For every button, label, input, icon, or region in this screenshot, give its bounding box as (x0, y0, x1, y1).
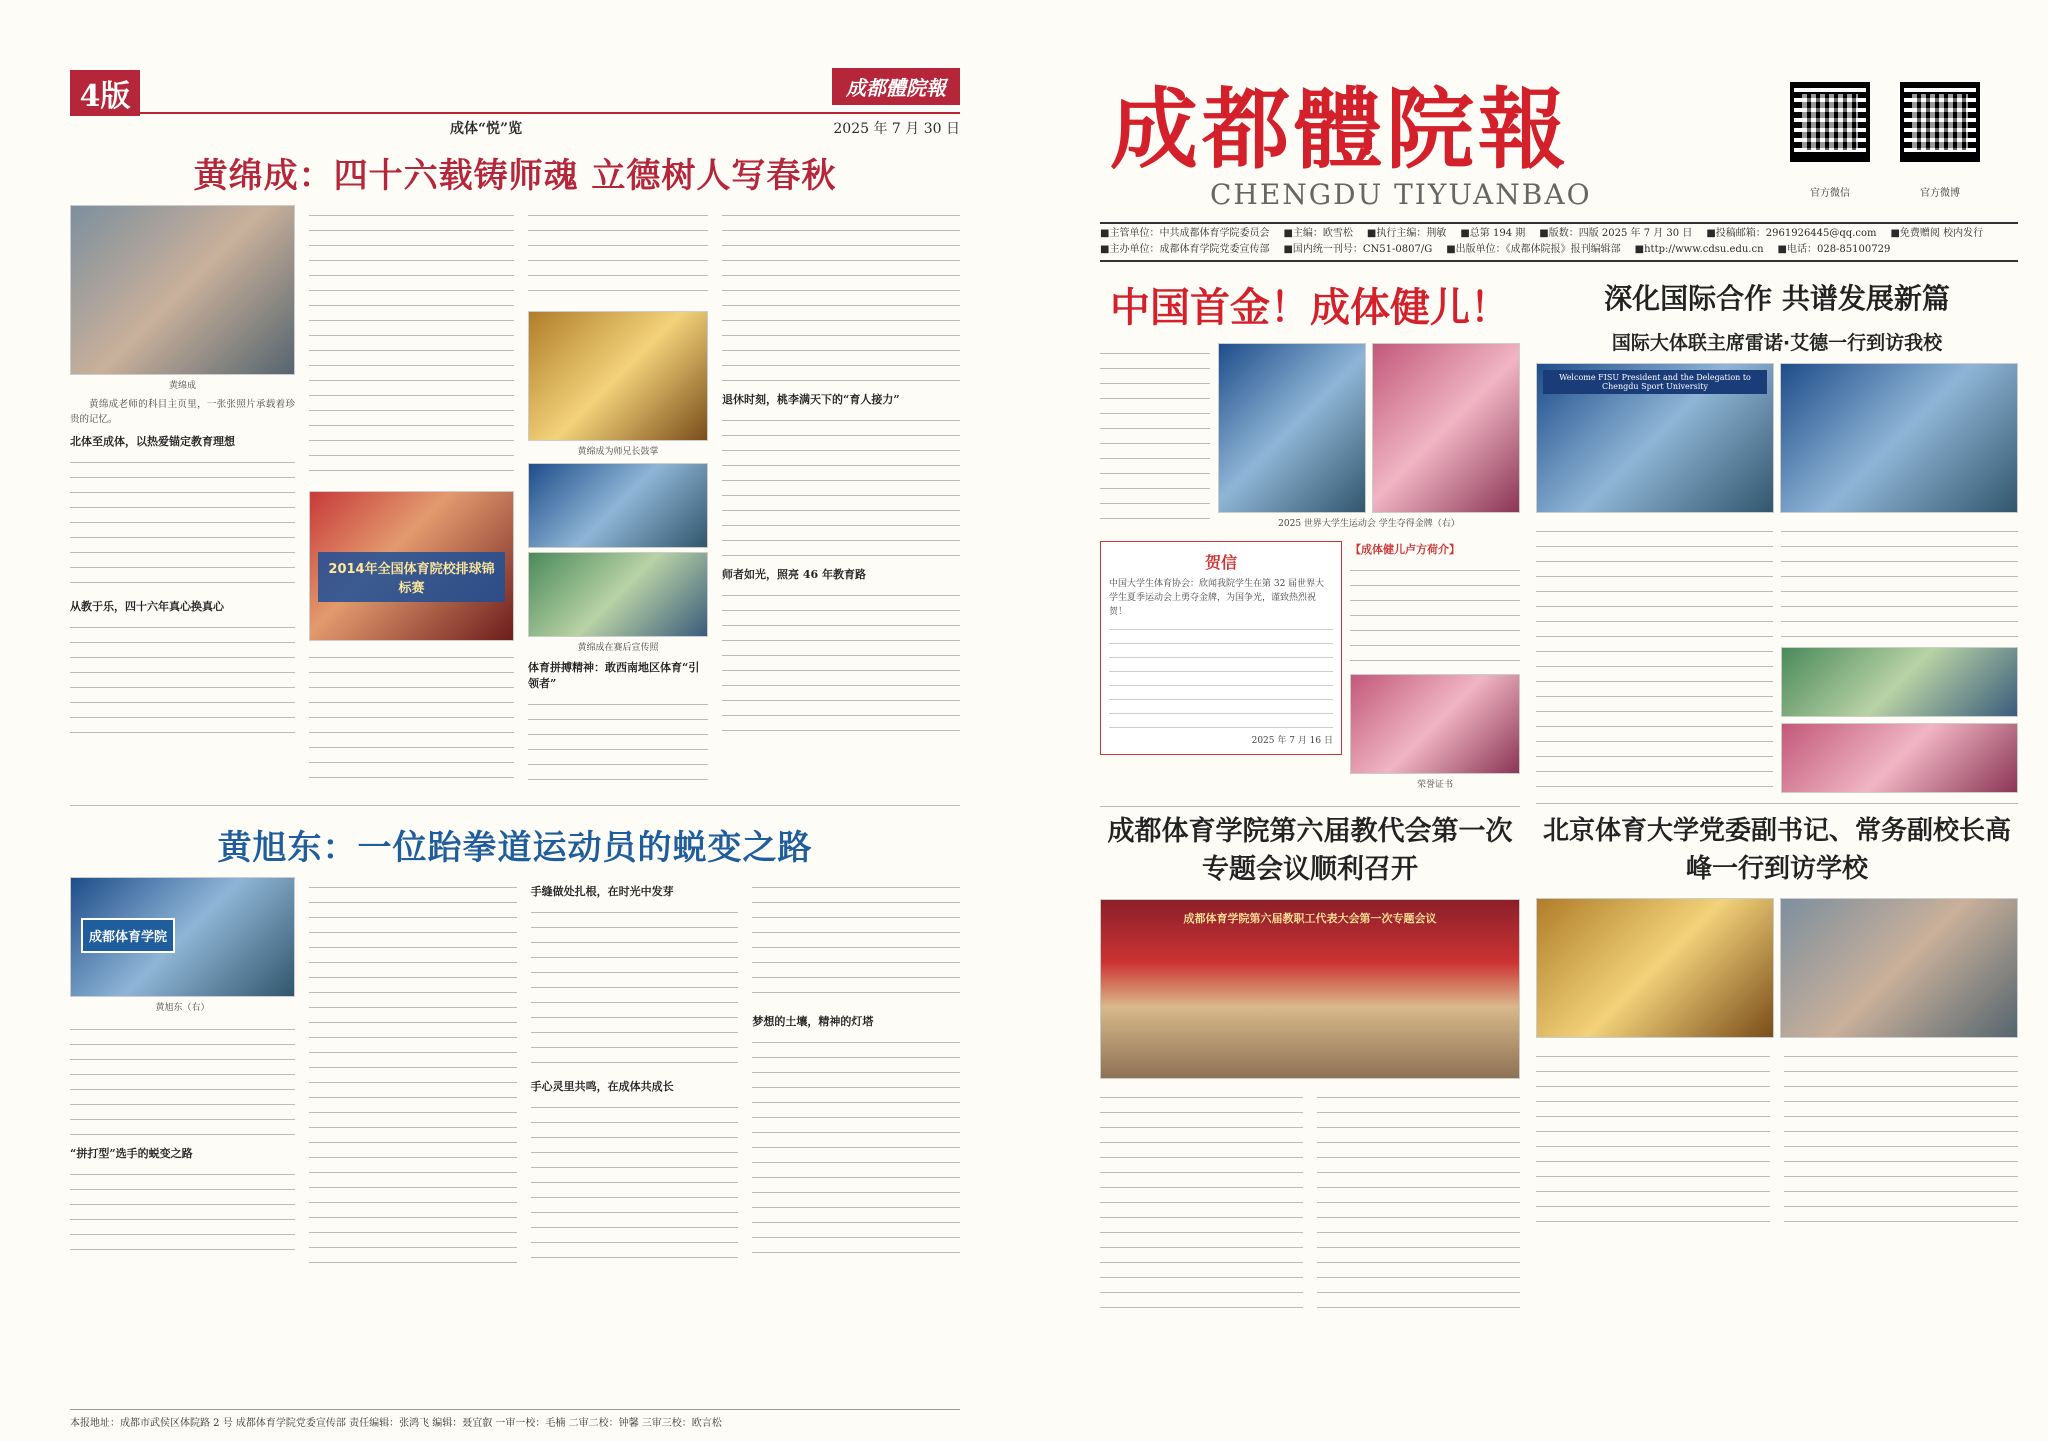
page-number-badge: 4版 (70, 70, 140, 116)
congratulation-letter (1100, 541, 1342, 755)
article-text: 黄绵成老师的科目主页里，一张张照片承载着珍贵的记忆。 (70, 399, 295, 425)
text-block (1784, 1046, 2018, 1226)
portrait-photo (70, 205, 295, 375)
subhead: 师者如光，照亮 46 年教育路 (722, 568, 866, 581)
article-2 (70, 877, 960, 1287)
front-content (1100, 270, 2018, 1317)
welcome-photo (1536, 363, 1774, 513)
masthead-pinyin: CHENGDU TIYUANBAO (1210, 178, 1592, 211)
info-item: ■版数：四版 2025 年 7 月 30 日 (1539, 228, 1693, 239)
volleyball-team-photo (309, 491, 514, 641)
info-item: ■主编：欧雪松 (1283, 228, 1353, 239)
qr-label: 官方微信 (1810, 188, 1850, 199)
certificate-photo (1350, 674, 1520, 774)
article-1 (70, 205, 960, 795)
text-block (1536, 1046, 1770, 1226)
congress-banner: 成都体育学院第六届教职工代表大会第一次专题会议 (1183, 912, 1437, 925)
meeting-room-photo (1780, 898, 2018, 1038)
text-block (722, 585, 960, 735)
text-block (309, 877, 517, 1267)
text-block (309, 647, 514, 782)
masthead-small: 成都體院報 (832, 68, 960, 105)
masthead (1100, 60, 2018, 210)
championship-photo (528, 552, 708, 637)
text-block (70, 1019, 295, 1139)
divider (70, 805, 960, 806)
text-block (531, 1097, 739, 1267)
info-item: ■主管单位：中共成都体育学院委员会 (1100, 228, 1270, 239)
letter-body: 中国大学生体育协会：欣闻我院学生在第 32 届世界大学生夏季运动会上勇夺金牌，为国争光，谨致热烈祝贺！ (1109, 579, 1325, 617)
text-block (1317, 1087, 1520, 1317)
info-item: ■总第 194 期 (1460, 228, 1526, 239)
qr-code-weibo[interactable] (1900, 82, 1980, 162)
info-item[interactable]: ■http://www.cdsu.edu.cn (1634, 244, 1764, 255)
sidebar-title: 【成体健儿卢方荷介】 (1350, 543, 1460, 556)
award-ceremony-photo (1372, 343, 1520, 513)
letter-date: 2025 年 7 月 16 日 (1251, 736, 1333, 746)
group-photo (1781, 723, 2018, 793)
portrait-caption: 黄绵成 (168, 381, 196, 391)
photo-caption: 2025 世界大学生运动会 学生夺得金牌（右） (1278, 519, 1460, 529)
info-item: ■投稿邮箱：2961926445@qq.com (1706, 228, 1877, 239)
info-item: ■出版单位：《成都体院报》报刊编辑部 (1446, 244, 1621, 255)
banner-text: 成都体育学院 (81, 918, 175, 953)
page-1 (1070, 0, 2048, 1441)
info-item: ■国内统一刊号：CN51-0807/G (1283, 244, 1433, 255)
text-block (752, 1032, 960, 1262)
meeting-photo (1536, 898, 1774, 1038)
article-title-1: 黄绵成：四十六载铸师魂 立德树人写春秋 (193, 156, 837, 196)
subhead: 手心灵里共鸣，在成体共成长 (530, 1080, 674, 1093)
text-block (1536, 521, 1773, 791)
page-header (70, 70, 960, 114)
letter-title: 贺信 (1204, 553, 1237, 572)
article-title-2: 黄旭东：一位跆拳道运动员的蜕变之路 (217, 828, 813, 868)
text-block (1781, 521, 2018, 641)
subhead: 体育拼搏精神：敢西南地区体育“引领者” (528, 661, 700, 690)
photo-caption: 荣誉证书 (1416, 780, 1453, 790)
text-block (70, 617, 295, 747)
taekwondo-photo (70, 877, 295, 997)
text-block (722, 410, 960, 560)
masthead-title: 成都體院報 (1110, 77, 1571, 181)
text-block (752, 877, 960, 1007)
text-block (1100, 1087, 1303, 1317)
subhead: 手缝做处扎根，在时光中发芽 (530, 885, 674, 898)
subhead: “拼打型”选手的蜕变之路 (70, 1147, 193, 1160)
headline-bsu: 北京体育大学党委副书记、常务副校长高峰一行到访学校 (1542, 816, 2011, 884)
subhead: 北体至成体，以热爱锚定教育理想 (70, 435, 235, 448)
info-item: ■免费赠阅 校内发行 (1890, 228, 1984, 239)
headline-intl: 深化国际合作 共谱发展新篇 (1604, 282, 1950, 315)
headline-congress: 成都体育学院第六届教代会第一次专题会议顺利召开 (1107, 816, 1513, 885)
visit-photo (1781, 647, 2018, 717)
subhead: 梦想的土壤，精神的灯塔 (752, 1015, 874, 1028)
pool-photo (1780, 363, 2018, 513)
photo-caption: 黄绵成在赛后宣传照 (577, 643, 659, 653)
welcome-banner: Welcome FISU President and the Delegation to Chengdu Sport University (1543, 370, 1767, 394)
congress-photo (1100, 899, 1520, 1079)
info-item: ■执行主编：荆敏 (1366, 228, 1447, 239)
info-item: ■电话：028-85100729 (1777, 244, 1891, 255)
team-photo (528, 463, 708, 548)
headline-gold: 中国首金！成体健儿！ (1110, 285, 1510, 331)
text-block (70, 452, 295, 592)
photo-caption: 黄绵成为师兄长鼓掌 (577, 447, 659, 457)
qr-code-wechat[interactable] (1790, 82, 1870, 162)
subheadline-intl: 国际大体联主席雷诺·艾德一行到访我校 (1611, 332, 1943, 354)
issue-date: 2025 年 7 月 30 日 (833, 121, 960, 137)
publication-info (1100, 222, 2018, 262)
text-block (531, 902, 739, 1072)
footer: 本报地址：成都市武侯区体院路 2 号 成都体育学院党委宣传部 责任编辑：张鸿飞 编辑：聂宜叡 一审一校：毛楠 二审二校：钟馨 三审三校：欧言松 (70, 1409, 960, 1429)
text-block (722, 205, 960, 385)
text-block (70, 1164, 295, 1264)
photo-caption: 黄旭东（右） (155, 1003, 210, 1013)
text-block (528, 694, 708, 794)
text-block (528, 205, 708, 305)
subhead: 从教于乐，四十六年真心换真心 (70, 600, 224, 613)
subhead: 退休时刻，桃李满天下的“育人接力” (722, 393, 900, 406)
award-photo (528, 311, 708, 441)
text-block (1350, 560, 1520, 670)
text-block (1100, 343, 1210, 523)
banner-text: 2014年全国体育院校排球锦标赛 (318, 552, 505, 602)
swim-photo (1218, 343, 1366, 513)
page-4 (0, 0, 1000, 1441)
text-block (309, 205, 514, 485)
info-item: ■主办单位：成都体育学院党委宣传部 (1100, 244, 1270, 255)
section-title: 成体“悦”览 (450, 121, 523, 137)
qr-label: 官方微博 (1920, 188, 1960, 199)
